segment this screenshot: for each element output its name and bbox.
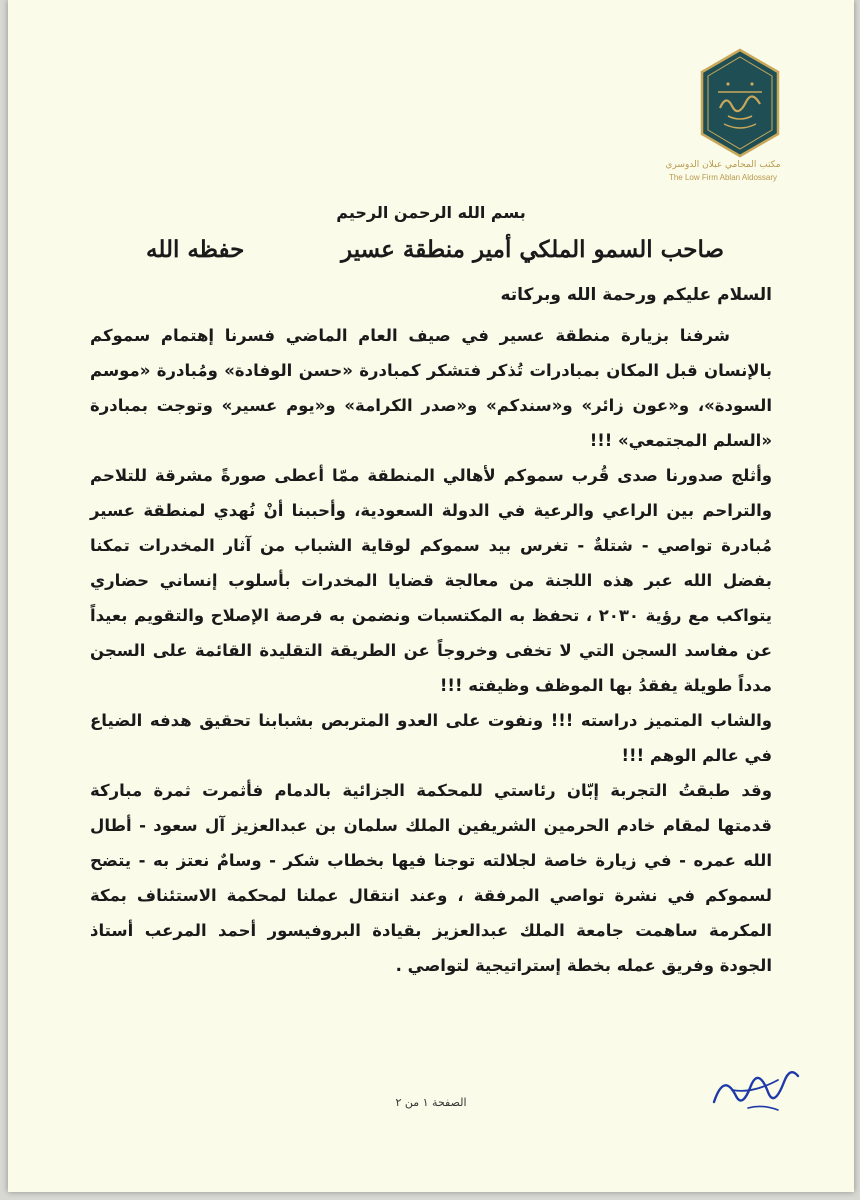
letter-body xyxy=(90,318,772,983)
firm-name-english: The Low Firm Ablan Aldossary xyxy=(668,173,778,182)
letter-page xyxy=(8,0,854,1192)
addressee-honorific: حفظه الله xyxy=(146,236,245,263)
greeting: السلام عليكم ورحمة الله وبركاته xyxy=(500,285,772,305)
paragraph-3: والشاب المتميز دراسته !!! ونفوت على العدو المتربص بشبابنا تحقيق هدفه الضياع في عالم الوهم !!! xyxy=(90,711,772,765)
firm-logo xyxy=(698,48,782,158)
firm-name-arabic: مكتب المحامي عبلان الدوسري xyxy=(665,160,781,170)
basmala: بسم الله الرحمن الرحيم xyxy=(336,203,526,222)
paragraph-1: شرفنا بزيارة منطقة عسير في صيف العام الماضي فسرنا إهتمام سموكم بالإنسان قبل المكان بمبادرات تُذكر فتشكر كمبادرة «حسن الوفادة» ومُبادرة «موسم السودة»، و«عون زائر» و«سندكم» و«صدر الكرامة» و«يوم عسير» وتوجت بمبادرة «السلم المجتمعي» !!! xyxy=(90,326,772,450)
page-number: الصفحة ١ من ٢ xyxy=(395,1096,467,1109)
paragraph-2: وأثلج صدورنا صدى قُرب سموكم لأهالي المنطقة ممّا أعطى صورةً مشرقة للتلاحم والتراحم بين الراعي والرعية في الدولة السعودية، وأحببنا أنْ نُهدي لمنطقة عسير مُبادرة تواصي - شتلةٌ - تغرس بيد سموكم لوقاية الشباب من آثار المخدرات تمكنا بفضل الله عبر هذه اللجنة من معالجة قضايا المخدرات بأسلوب إنساني حضاري يتواكب مع رؤية ٢٠٣٠ ، تحفظ به المكتسبات ونضمن به فرصة الإصلاح والتقويم بعيداً عن مفاسد السجن التي لا تخفى وخروجاً عن الطريقة التقليدة القائمة على السجن مدداً طويلة يفقدُ بها الموظف وظيفته !!! xyxy=(90,466,772,695)
addressee-title: صاحب السمو الملكي أمير منطقة عسير xyxy=(341,236,724,263)
signature xyxy=(708,1050,808,1120)
paragraph-4: وقد طبقتُ التجربة إبّان رئاستي للمحكمة الجزائية بالدمام فأثمرت ثمرة مباركة قدمتها لمقام خادم الحرمين الشريفين الملك سلمان بن عبدالعزيز آل سعود - أطال الله عمره - في زيارة خاصة لجلالته توجنا فيها بخطاب شكر - وسامٌ نعتز به - يتضح لسموكم في نشرة تواصي المرفقة ، وعند انتقال عملنا لمحكمة الاستئناف بمكة المكرمة ساهمت جامعة الملك عبدالعزيز بقيادة البروفيسور أحمد المرعب أستاذ الجودة وفريق عمله بخطة إستراتيجية لتواصي . xyxy=(90,781,772,975)
